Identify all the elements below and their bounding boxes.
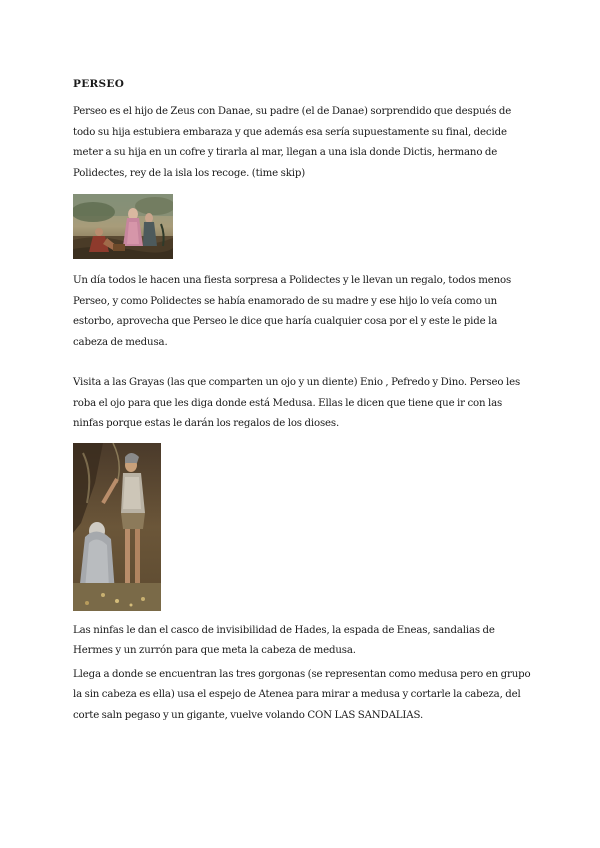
- document-title: PERSEO: [73, 78, 125, 90]
- painting-perseus-image: [73, 443, 161, 611]
- paragraph-birth: Perseo es el hijo de Zeus con Danae, su padre (el de Danae) sorprendido que después de todo su hija estubiera embaraza y que además esa sería supuestamente su final, decide meter a su hija en un cofre y tirarla al mar, llegan a una isla donde Dictis, hermano de Polidectes, rey de la isla los recoge. (time skip): [73, 106, 512, 179]
- paragraph-grayas: Visita a las Grayas (las que comparten un ojo y un diente) Enio , Pefredo y Dino. Perseo les roba el ojo para que les diga donde está Medusa. Ellas le dicen que tiene que ir con las ninfas porque estas le darán los regalos de los dioses.: [73, 377, 521, 429]
- paragraph-gorgonas: Llega a donde se encuentran las tres gorgonas (se representan como medusa pero en grupo la sin cabeza es ella) usa el espejo de Atenea para mirar a medusa y cortarle la cabeza, del corte saln pegaso y un gigante, vuelve volando CON LAS SANDALIAS.: [73, 668, 531, 721]
- paragraph-ninfas: Las ninfas le dan el casco de invisibilidad de Hades, la espada de Eneas, sandalias de Hermes y un zurrón para que meta la cabeza de medusa.: [73, 624, 495, 656]
- document-body: [73, 76, 533, 726]
- painting-danae-image: [73, 194, 173, 259]
- paragraph-polidectes: Un día todos le hacen una fiesta sorpresa a Polidectes y le llevan un regalo, todos menos Perseo, y como Polidectes se había enamorado de su madre y ese hijo lo veía como un estorbo, aprovecha que Perseo le dice que haría cualquier cosa por el y este le pide la cabeza de medusa.: [73, 275, 512, 348]
